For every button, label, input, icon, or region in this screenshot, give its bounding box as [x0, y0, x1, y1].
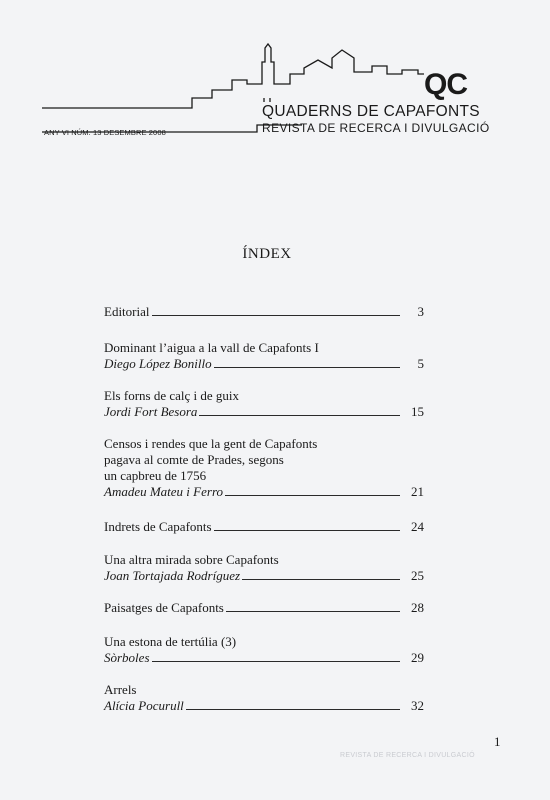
toc-entry-title: Censos i rendes que la gent de Capafonts — [104, 436, 318, 451]
toc-entry-indrets[interactable] — [104, 519, 424, 535]
magazine-title: QUADERNS DE CAPAFONTS — [262, 103, 480, 120]
toc-page-number: 28 — [411, 600, 424, 615]
toc-entry-title: un capbreu de 1756 — [104, 468, 207, 483]
toc-entry-dominant-laigua[interactable] — [104, 340, 424, 372]
toc-entry-author: Sòrboles — [104, 650, 150, 665]
toc-entry-author: Diego López Bonillo — [104, 356, 212, 371]
toc-page-number: 29 — [411, 650, 424, 665]
toc-entry-line — [104, 650, 424, 666]
toc-entry-title: Editorial — [104, 304, 150, 319]
toc-entry-una-altra-mirada[interactable] — [104, 552, 424, 584]
toc-entry-title: Una altra mirada sobre Capafonts — [104, 552, 279, 567]
dot-leader — [152, 315, 401, 316]
toc-entry-author: Amadeu Mateu i Ferro — [104, 484, 224, 499]
toc-entry-line — [104, 404, 424, 420]
dot-leader — [199, 415, 400, 416]
toc-page-number: 21 — [411, 484, 424, 499]
dot-leader — [225, 495, 400, 496]
toc-page-number: 3 — [417, 304, 424, 319]
toc-entry-arrels[interactable] — [104, 682, 424, 714]
page-number: 1 — [494, 734, 501, 749]
dot-leader — [152, 661, 401, 662]
toc-entry-line — [104, 484, 424, 500]
toc-entry-title: Arrels — [104, 682, 137, 697]
toc-entry-title: Indrets de Capafonts — [104, 519, 212, 534]
dot-leader — [214, 367, 400, 368]
toc-entry-editorial[interactable] — [104, 304, 424, 320]
qc-logo: QC — [424, 68, 467, 101]
bleed-through-text: REVISTA DE RECERCA I DIVULGACIÓ — [340, 752, 475, 759]
toc-entry-una-estona[interactable] — [104, 634, 424, 666]
toc-entry-title: Dominant l’aigua a la vall de Capafonts I — [104, 340, 319, 355]
index-title: ÍNDEX — [242, 246, 292, 262]
toc-page-number: 5 — [417, 356, 424, 371]
toc-entry-line — [104, 519, 424, 535]
toc-page-number: 15 — [411, 404, 424, 419]
dot-leader — [242, 579, 400, 580]
toc-page-number: 32 — [411, 698, 424, 713]
toc-page-number: 24 — [411, 519, 424, 534]
toc-entry-title: Una estona de tertúlia (3) — [104, 634, 237, 649]
toc-entry-line — [104, 600, 424, 616]
toc-entry-author: Jordi Fort Besora — [104, 404, 198, 419]
toc-entry-els-forns[interactable] — [104, 388, 424, 420]
toc-entry-line — [104, 304, 424, 320]
toc-entry-paisatges[interactable] — [104, 600, 424, 616]
toc-page-number: 25 — [411, 568, 424, 583]
toc-entry-title: pagava al comte de Prades, segons — [104, 452, 284, 467]
toc-entry-line — [104, 356, 424, 372]
dot-leader — [214, 530, 400, 531]
toc-entry-censos-i-rendes[interactable] — [104, 436, 424, 500]
toc-entry-line — [104, 568, 424, 584]
toc-entry-title: Paisatges de Capafonts — [104, 600, 224, 615]
dot-leader — [186, 709, 400, 710]
toc-entry-line — [104, 698, 424, 714]
toc-entry-author: Alícia Pocurull — [104, 698, 184, 713]
toc-entry-author: Joan Tortajada Rodríguez — [104, 568, 241, 583]
magazine-subtitle: REVISTA DE RECERCA I DIVULGACIÓ — [262, 121, 490, 135]
issue-info: ANY VI NÚM. 13 DESEMBRE 2008 — [44, 128, 166, 137]
toc-entry-title: Els forns de calç i de guix — [104, 388, 240, 403]
dot-leader — [226, 611, 400, 612]
